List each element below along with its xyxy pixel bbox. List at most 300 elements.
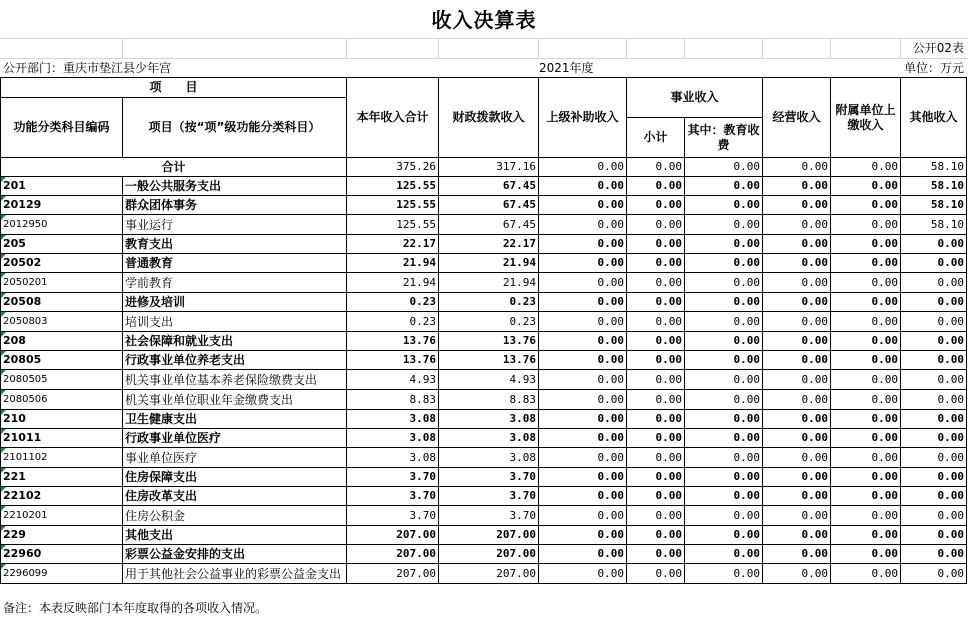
value-cell: 0.00: [685, 448, 763, 468]
value-cell: 0.00: [685, 526, 763, 545]
value-cell: 67.45: [439, 177, 539, 196]
value-cell: 0.00: [831, 196, 901, 215]
value-cell: 125.55: [347, 215, 439, 235]
value-cell: 0.00: [539, 177, 627, 196]
value-cell: 0.00: [901, 235, 967, 254]
cell-comment-marker-icon: [1, 254, 6, 259]
row-name: 用于其他社会公益事业的彩票公益金支出: [123, 564, 347, 584]
row-name: 其他支出: [123, 526, 347, 545]
value-cell: 0.00: [685, 215, 763, 235]
value-cell: 0.23: [439, 293, 539, 312]
value-cell: 0.00: [901, 487, 967, 506]
table-row: [1, 526, 967, 545]
cell-comment-marker-icon: [1, 235, 6, 240]
value-cell: 3.08: [439, 410, 539, 429]
value-cell: 0.00: [763, 526, 831, 545]
row-name: 行政事业单位医疗: [123, 429, 347, 448]
value-cell: 0.00: [763, 196, 831, 215]
row-name: 普通教育: [123, 254, 347, 273]
value-cell: 0.00: [539, 273, 627, 293]
row-code: [1, 468, 123, 487]
row-code-text: 2101102: [3, 452, 48, 463]
total-cell: 0.00: [685, 158, 763, 177]
row-code-text: 20508: [3, 295, 42, 308]
value-cell: 0.00: [627, 564, 685, 584]
value-cell: 0.00: [901, 410, 967, 429]
value-cell: 0.00: [901, 312, 967, 332]
total-cell: 58.10: [901, 158, 967, 177]
row-code: [1, 196, 123, 215]
row-code: [1, 370, 123, 390]
table-row: [1, 448, 967, 468]
row-code-text: 2050201: [3, 277, 48, 288]
row-code: [1, 332, 123, 351]
income-table: [0, 77, 967, 584]
value-cell: 207.00: [347, 526, 439, 545]
value-cell: 0.00: [901, 332, 967, 351]
row-code: [1, 545, 123, 564]
value-cell: 0.00: [539, 235, 627, 254]
value-cell: 0.00: [831, 526, 901, 545]
row-code: [1, 351, 123, 370]
table-row: [1, 215, 967, 235]
cell-comment-marker-icon: [1, 332, 6, 337]
value-cell: 21.94: [439, 273, 539, 293]
value-cell: 0.00: [763, 293, 831, 312]
row-name: 卫生健康支出: [123, 410, 347, 429]
value-cell: 0.00: [901, 564, 967, 584]
value-cell: 0.00: [831, 429, 901, 448]
value-cell: 0.00: [627, 545, 685, 564]
row-code: [1, 273, 123, 293]
value-cell: 0.00: [831, 254, 901, 273]
department-label: 公开部门：重庆市垫江县少年宫: [3, 61, 172, 75]
value-cell: 0.00: [627, 196, 685, 215]
table-row: [1, 468, 967, 487]
row-code: [1, 564, 123, 584]
value-cell: 0.00: [763, 370, 831, 390]
table-row: [1, 545, 967, 564]
value-cell: 0.00: [539, 506, 627, 526]
row-name: 事业运行: [123, 215, 347, 235]
value-cell: 0.00: [901, 293, 967, 312]
header-subtotal: 小计: [627, 118, 685, 158]
table-row: [1, 293, 967, 312]
table-row: [1, 390, 967, 410]
value-cell: 0.00: [685, 468, 763, 487]
value-cell: 0.00: [685, 196, 763, 215]
value-cell: 0.00: [763, 564, 831, 584]
value-cell: 0.00: [901, 370, 967, 390]
value-cell: 3.70: [439, 468, 539, 487]
value-cell: 0.00: [539, 293, 627, 312]
row-code: [1, 448, 123, 468]
value-cell: 0.00: [539, 487, 627, 506]
value-cell: 0.00: [685, 273, 763, 293]
row-code: [1, 526, 123, 545]
value-cell: 0.00: [539, 254, 627, 273]
value-cell: 4.93: [439, 370, 539, 390]
row-code-text: 2050803: [3, 316, 48, 327]
value-cell: 3.70: [347, 487, 439, 506]
value-cell: 3.70: [439, 487, 539, 506]
value-cell: 0.00: [763, 273, 831, 293]
cell-comment-marker-icon: [1, 370, 6, 375]
row-code-text: 208: [3, 334, 26, 347]
header-name: 项目（按“项”级功能分类科目）: [123, 98, 347, 158]
sheet-gridline: [684, 38, 685, 58]
header-code: 功能分类科目编码: [1, 98, 123, 158]
value-cell: 0.00: [831, 215, 901, 235]
value-cell: 3.08: [439, 448, 539, 468]
row-code-text: 2012950: [3, 219, 48, 230]
fiscal-year: 2021年度: [539, 61, 594, 75]
row-code-text: 22102: [3, 489, 42, 502]
row-code-text: 221: [3, 470, 26, 483]
value-cell: 0.00: [627, 215, 685, 235]
row-name: 一般公共服务支出: [123, 177, 347, 196]
value-cell: 0.00: [831, 370, 901, 390]
sheet-gridline: [538, 38, 539, 58]
cell-comment-marker-icon: [1, 448, 6, 453]
row-name: 机关事业单位基本养老保险缴费支出: [123, 370, 347, 390]
value-cell: 0.00: [901, 526, 967, 545]
table-row: [1, 254, 967, 273]
value-cell: 0.00: [831, 468, 901, 487]
row-code-text: 201: [3, 179, 26, 192]
value-cell: 8.83: [439, 390, 539, 410]
value-cell: 0.00: [901, 390, 967, 410]
total-cell: 375.26: [347, 158, 439, 177]
value-cell: 125.55: [347, 177, 439, 196]
value-cell: 0.00: [539, 468, 627, 487]
value-cell: 0.00: [831, 564, 901, 584]
table-row: [1, 332, 967, 351]
value-cell: 0.00: [831, 351, 901, 370]
total-cell: 0.00: [831, 158, 901, 177]
footnote: 备注：本表反映部门本年度取得的各项收入情况。: [3, 601, 268, 615]
row-code-text: 20502: [3, 256, 42, 269]
row-name: 住房改革支出: [123, 487, 347, 506]
value-cell: 0.00: [763, 468, 831, 487]
table-row: [1, 273, 967, 293]
value-cell: 3.08: [347, 410, 439, 429]
row-name: 住房公积金: [123, 506, 347, 526]
row-code-text: 2210201: [3, 510, 48, 521]
value-cell: 0.00: [627, 448, 685, 468]
value-cell: 0.00: [685, 312, 763, 332]
value-cell: 0.00: [901, 351, 967, 370]
value-cell: 0.00: [627, 254, 685, 273]
value-cell: 0.00: [685, 564, 763, 584]
value-cell: 0.00: [831, 332, 901, 351]
value-cell: 3.08: [439, 429, 539, 448]
total-label: 合计: [1, 158, 347, 177]
value-cell: 0.00: [763, 429, 831, 448]
value-cell: 0.23: [347, 293, 439, 312]
value-cell: 13.76: [347, 351, 439, 370]
value-cell: 0.00: [627, 526, 685, 545]
value-cell: 21.94: [347, 273, 439, 293]
value-cell: 0.00: [539, 390, 627, 410]
value-cell: 0.00: [831, 545, 901, 564]
row-code-text: 2080506: [3, 394, 48, 405]
row-name: 培训支出: [123, 312, 347, 332]
value-cell: 0.00: [763, 448, 831, 468]
value-cell: 0.00: [763, 390, 831, 410]
value-cell: 58.10: [901, 196, 967, 215]
row-name: 教育支出: [123, 235, 347, 254]
header-education-fee: 其中：教育收费: [685, 118, 763, 158]
cell-comment-marker-icon: [1, 526, 6, 531]
table-row: [1, 564, 967, 584]
value-cell: 0.00: [763, 487, 831, 506]
value-cell: 0.00: [763, 177, 831, 196]
value-cell: 3.70: [347, 468, 439, 487]
value-cell: 0.00: [763, 332, 831, 351]
value-cell: 0.00: [831, 312, 901, 332]
row-code: [1, 177, 123, 196]
value-cell: 0.00: [831, 448, 901, 468]
table-row: [1, 370, 967, 390]
value-cell: 0.00: [685, 254, 763, 273]
header-fiscal: 财政拨款收入: [439, 78, 539, 158]
value-cell: 0.23: [347, 312, 439, 332]
value-cell: 0.00: [831, 293, 901, 312]
value-cell: 0.00: [685, 410, 763, 429]
value-cell: 21.94: [439, 254, 539, 273]
value-cell: 0.00: [685, 235, 763, 254]
value-cell: 0.00: [685, 177, 763, 196]
row-name: 进修及培训: [123, 293, 347, 312]
sheet-gridline: [830, 38, 831, 58]
value-cell: 3.70: [347, 506, 439, 526]
sheet-gridline: [626, 38, 627, 58]
table-row: [1, 235, 967, 254]
value-cell: 0.00: [831, 390, 901, 410]
value-cell: 0.00: [763, 410, 831, 429]
value-cell: 0.00: [901, 429, 967, 448]
total-cell: 0.00: [627, 158, 685, 177]
value-cell: 0.00: [831, 506, 901, 526]
row-code-text: 229: [3, 528, 26, 541]
row-code-text: 20129: [3, 198, 42, 211]
sheet-gridline: [762, 38, 763, 58]
value-cell: 0.00: [685, 429, 763, 448]
value-cell: 0.00: [539, 526, 627, 545]
total-cell: 0.00: [763, 158, 831, 177]
value-cell: 0.00: [763, 254, 831, 273]
cell-comment-marker-icon: [1, 312, 6, 317]
value-cell: 22.17: [347, 235, 439, 254]
value-cell: 0.00: [685, 545, 763, 564]
value-cell: 0.00: [831, 487, 901, 506]
row-name: 社会保障和就业支出: [123, 332, 347, 351]
value-cell: 22.17: [439, 235, 539, 254]
total-row: [1, 158, 967, 177]
header-total: 本年收入合计: [347, 78, 439, 158]
header-affiliated: 附属单位上缴收入: [831, 78, 901, 158]
cell-comment-marker-icon: [1, 487, 6, 492]
cell-comment-marker-icon: [1, 177, 6, 182]
value-cell: 0.00: [763, 215, 831, 235]
cell-comment-marker-icon: [1, 215, 6, 220]
value-cell: 0.00: [685, 506, 763, 526]
value-cell: 125.55: [347, 196, 439, 215]
value-cell: 0.00: [539, 215, 627, 235]
row-code: [1, 506, 123, 526]
sheet-gridline: [900, 38, 901, 58]
value-cell: 0.00: [831, 410, 901, 429]
table-row: [1, 312, 967, 332]
value-cell: 67.45: [439, 215, 539, 235]
value-cell: 207.00: [439, 564, 539, 584]
row-name: 学前教育: [123, 273, 347, 293]
value-cell: 0.00: [685, 351, 763, 370]
value-cell: 67.45: [439, 196, 539, 215]
value-cell: 0.00: [831, 273, 901, 293]
header-other: 其他收入: [901, 78, 967, 158]
sheet-gridline: [122, 38, 123, 58]
value-cell: 0.00: [539, 351, 627, 370]
value-cell: 0.00: [627, 410, 685, 429]
value-cell: 13.76: [347, 332, 439, 351]
value-cell: 0.00: [627, 273, 685, 293]
value-cell: 0.00: [539, 332, 627, 351]
value-cell: 0.00: [539, 448, 627, 468]
value-cell: 0.00: [763, 235, 831, 254]
cell-comment-marker-icon: [1, 293, 6, 298]
value-cell: 0.00: [539, 312, 627, 332]
row-code: [1, 429, 123, 448]
table-row: [1, 177, 967, 196]
value-cell: 0.00: [627, 468, 685, 487]
value-cell: 0.00: [539, 196, 627, 215]
sheet-gridline: [346, 38, 347, 58]
page-title: 收入决算表: [431, 8, 537, 32]
unit-label: 单位：万元: [903, 61, 964, 75]
value-cell: 0.00: [901, 545, 967, 564]
header-superior: 上级补助收入: [539, 78, 627, 158]
row-name: 事业单位医疗: [123, 448, 347, 468]
cell-comment-marker-icon: [1, 545, 6, 550]
row-code-text: 205: [3, 237, 26, 250]
row-code-text: 2296099: [3, 568, 48, 579]
value-cell: 0.00: [539, 410, 627, 429]
row-code-text: 21011: [3, 431, 42, 444]
table-row: [1, 429, 967, 448]
row-name: 群众团体事务: [123, 196, 347, 215]
cell-comment-marker-icon: [1, 410, 6, 415]
header-item-group: 项 目: [1, 78, 347, 98]
cell-comment-marker-icon: [1, 390, 6, 395]
value-cell: 0.00: [685, 487, 763, 506]
row-name: 彩票公益金安排的支出: [123, 545, 347, 564]
table-row: [1, 196, 967, 215]
row-code-text: 2080505: [3, 374, 48, 385]
value-cell: 0.00: [627, 332, 685, 351]
value-cell: 58.10: [901, 215, 967, 235]
value-cell: 3.08: [347, 429, 439, 448]
value-cell: 0.00: [763, 351, 831, 370]
value-cell: 0.00: [627, 293, 685, 312]
cell-comment-marker-icon: [1, 351, 6, 356]
row-name: 机关事业单位职业年金缴费支出: [123, 390, 347, 410]
cell-comment-marker-icon: [1, 506, 6, 511]
value-cell: 0.00: [901, 506, 967, 526]
value-cell: 207.00: [347, 545, 439, 564]
value-cell: 21.94: [347, 254, 439, 273]
row-name: 住房保障支出: [123, 468, 347, 487]
value-cell: 0.00: [627, 351, 685, 370]
value-cell: 0.00: [831, 177, 901, 196]
value-cell: 0.00: [685, 390, 763, 410]
value-cell: 0.00: [627, 429, 685, 448]
value-cell: 0.00: [901, 468, 967, 487]
header-career-group: 事业收入: [627, 78, 763, 118]
value-cell: 0.00: [831, 235, 901, 254]
cell-comment-marker-icon: [1, 468, 6, 473]
value-cell: 0.00: [627, 487, 685, 506]
value-cell: 0.23: [439, 312, 539, 332]
value-cell: 0.00: [763, 312, 831, 332]
value-cell: 0.00: [627, 312, 685, 332]
value-cell: 0.00: [901, 254, 967, 273]
row-code: [1, 390, 123, 410]
form-number: 公开02表: [912, 41, 964, 55]
value-cell: 0.00: [901, 273, 967, 293]
table-row: [1, 351, 967, 370]
header-operating: 经营收入: [763, 78, 831, 158]
value-cell: 0.00: [685, 370, 763, 390]
value-cell: 0.00: [627, 235, 685, 254]
row-code: [1, 235, 123, 254]
value-cell: 58.10: [901, 177, 967, 196]
row-code-text: 210: [3, 412, 26, 425]
value-cell: 0.00: [539, 545, 627, 564]
total-cell: 317.16: [439, 158, 539, 177]
cell-comment-marker-icon: [1, 196, 6, 201]
value-cell: 207.00: [347, 564, 439, 584]
row-code-text: 20805: [3, 353, 42, 366]
table-row: [1, 410, 967, 429]
value-cell: 0.00: [763, 545, 831, 564]
value-cell: 207.00: [439, 545, 539, 564]
value-cell: 8.83: [347, 390, 439, 410]
row-name: 行政事业单位养老支出: [123, 351, 347, 370]
row-code: [1, 410, 123, 429]
value-cell: 0.00: [539, 564, 627, 584]
value-cell: 4.93: [347, 370, 439, 390]
value-cell: 0.00: [539, 370, 627, 390]
value-cell: 3.08: [347, 448, 439, 468]
row-code: [1, 254, 123, 273]
cell-comment-marker-icon: [1, 429, 6, 434]
table-row: [1, 487, 967, 506]
value-cell: 207.00: [439, 526, 539, 545]
value-cell: 0.00: [901, 448, 967, 468]
row-code-text: 22960: [3, 547, 42, 560]
value-cell: 0.00: [627, 390, 685, 410]
value-cell: 13.76: [439, 332, 539, 351]
row-code: [1, 215, 123, 235]
value-cell: 0.00: [539, 429, 627, 448]
cell-comment-marker-icon: [1, 564, 6, 569]
value-cell: 3.70: [439, 506, 539, 526]
row-code: [1, 293, 123, 312]
sheet-gridline: [438, 38, 439, 58]
total-cell: 0.00: [539, 158, 627, 177]
